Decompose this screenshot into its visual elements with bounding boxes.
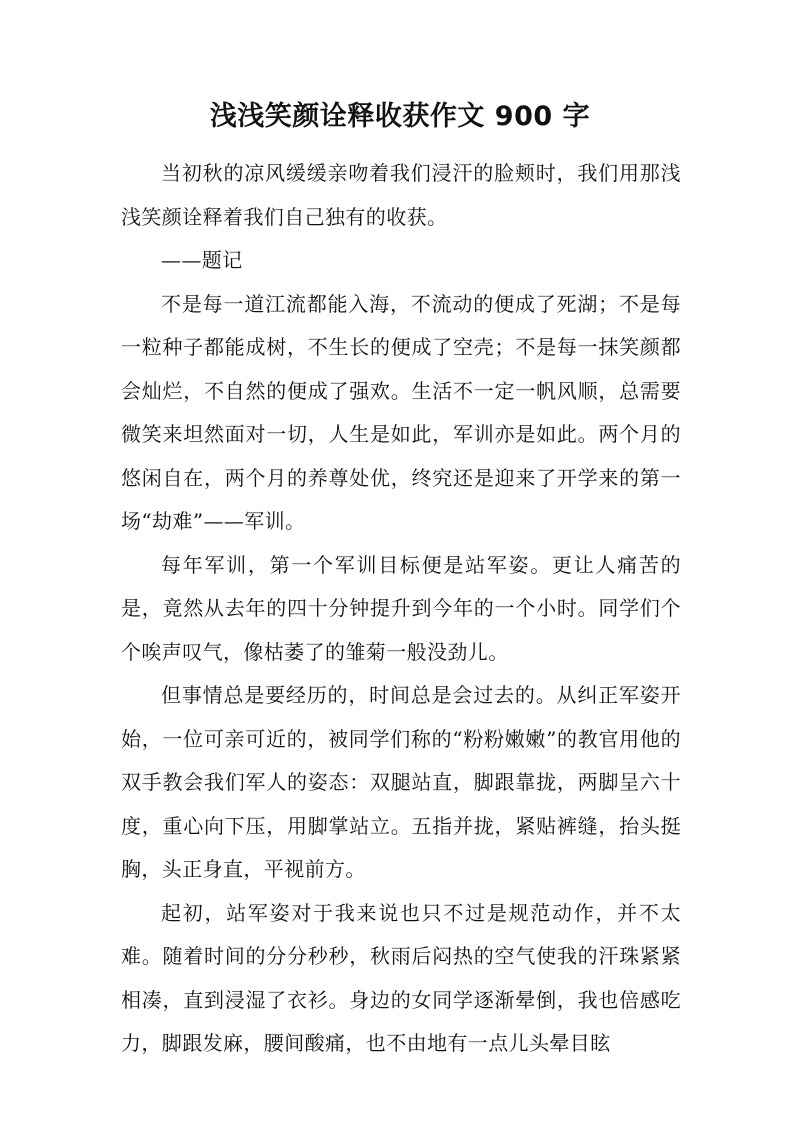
paragraph: 但事情总是要经历的，时间总是会过去的。从纠正军姿开始，一位可亲可近的，被同学们称的“粉粉嫩嫩”的教官用他的双手教会我们军人的姿态：双腿站直，脚跟靠拢，两脚呈六十度，重心向下压，用脚掌站立。五指并拢，紧贴裤缝，抬头挺胸，头正身直，平视前方。 <box>121 683 681 881</box>
paragraph: 起初，站军姿对于我来说也只不过是规范动作，并不太难。随着时间的分分秒秒，秋雨后闷热的空气使我的汗珠紧紧相凑，直到浸湿了衣衫。身边的女同学逐渐晕倒，我也倍感吃力，脚跟发麻，腰间酸痛，也不由地有一点儿头晕目眩 <box>121 900 681 1055</box>
paragraph: 每年军训，第一个军训目标便是站军姿。更让人痛苦的是，竟然从去年的四十分钟提升到今年的一个小时。同学们个个唉声叹气，像枯萎了的雏菊一般没劲儿。 <box>121 552 681 664</box>
document-title: 浅浅笑颜诠释收获作文 900 字 <box>209 101 591 132</box>
paragraph-epigraph-attribution: ——题记 <box>161 248 243 272</box>
paragraph: 不是每一道江流都能入海，不流动的便成了死湖；不是每一粒种子都能成树，不生长的便成了空壳；不是每一抹笑颜都会灿烂，不自然的便成了强欢。生活不一定一帆风顺，总需要微笑来坦然面对一切，人生是如此，军训亦是如此。两个月的悠闲自在，两个月的养尊处优，终究还是迎来了开学来的第一场“劫难”——军训。 <box>121 291 681 533</box>
paragraph-epigraph: 当初秋的凉风缓缓亲吻着我们浸汗的脸颊时，我们用那浅浅笑颜诠释着我们自己独有的收获。 <box>121 161 681 229</box>
document-body <box>121 152 681 1066</box>
